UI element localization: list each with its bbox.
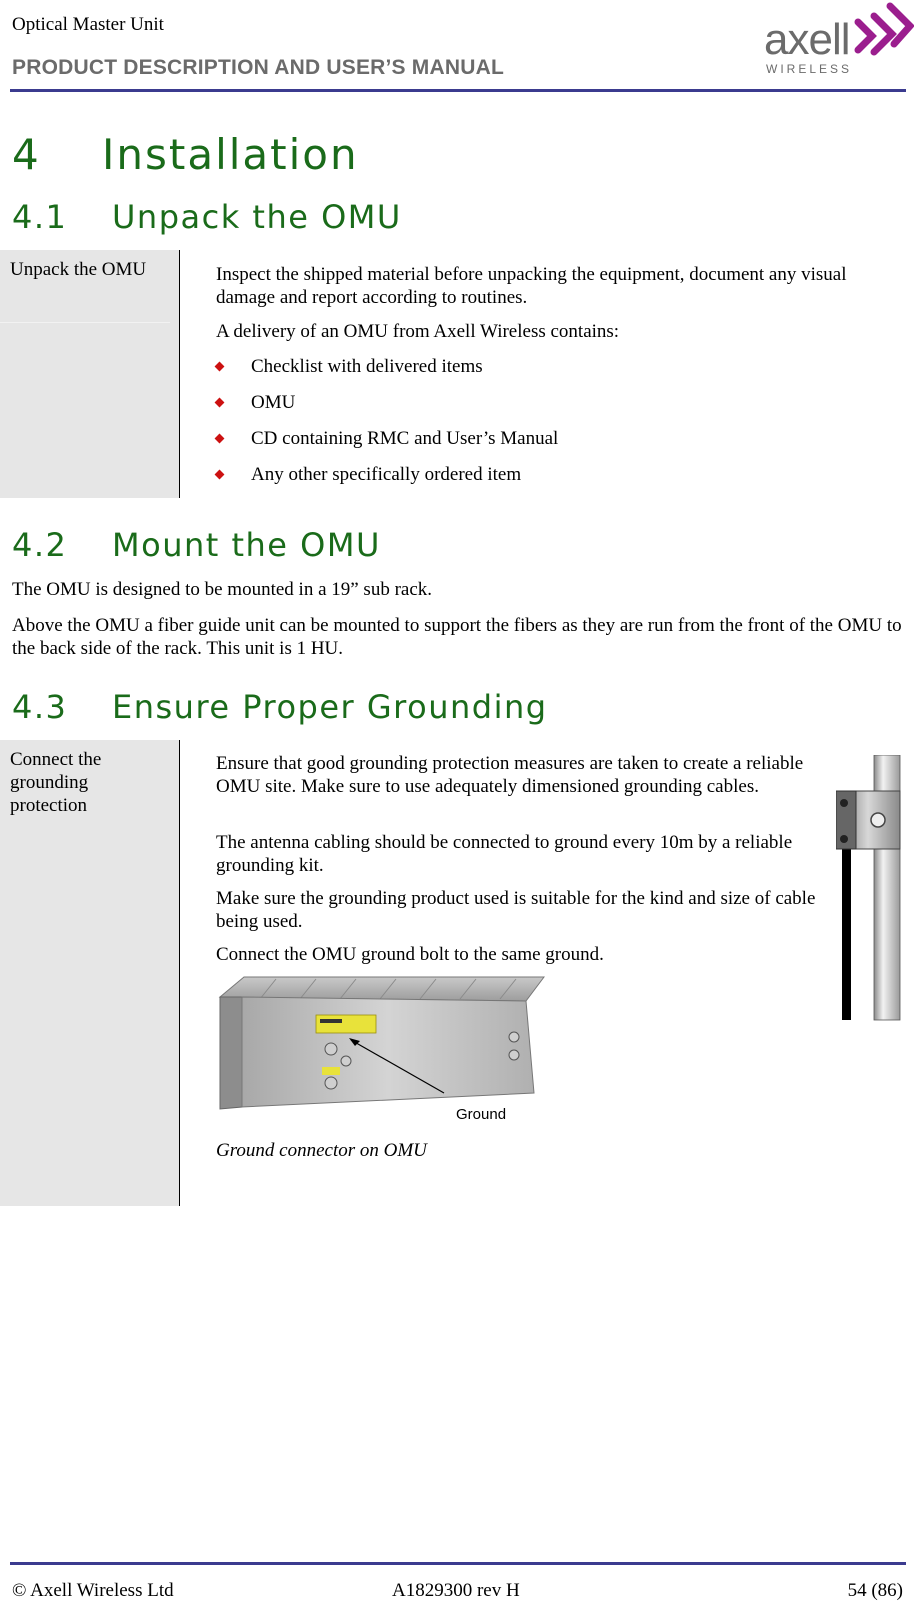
mount-paragraph-2: Above the OMU a fiber guide unit can be mounted to support the fibers as they are run from the front of the OMU to the back side of the rack. This unit is 1 HU. <box>12 615 902 659</box>
side-label-grounding <box>0 740 180 1206</box>
section-title: Ensure Proper Grounding <box>112 688 548 726</box>
side-label-text: Unpack the OMU <box>10 259 147 280</box>
section-heading-4-3 <box>12 688 548 726</box>
logo-text: axell <box>764 15 850 64</box>
section-title: Mount the OMU <box>112 526 381 564</box>
side-label-text: Connect the grounding protection <box>10 749 102 816</box>
grounding-clamp-image <box>836 755 906 1023</box>
document-title: Optical Master Unit <box>12 14 164 35</box>
footer-doc-id: A1829300 rev H <box>392 1580 520 1601</box>
footer-copyright: © Axell Wireless Ltd <box>12 1580 174 1601</box>
section-number: 4.2 <box>12 526 68 564</box>
bullet-diamond-icon <box>215 362 225 372</box>
mount-paragraph-1: The OMU is designed to be mounted in a 19” sub rack. <box>12 579 433 600</box>
logo-chevron-icon <box>854 0 914 60</box>
section-title: Unpack the OMU <box>112 198 402 236</box>
chapter-title: Installation <box>102 130 359 179</box>
grounding-paragraph-3: Make sure the grounding product used is suitable for the kind and size of cable being used. <box>216 888 816 932</box>
unpack-paragraph-1: Inspect the shipped material before unpacking the equipment, document any visual damage and report according to routines. <box>216 264 847 308</box>
side-label-unpack <box>0 250 180 498</box>
chapter-heading <box>12 130 359 179</box>
bullet-diamond-icon <box>215 398 225 408</box>
bullet-diamond-icon <box>215 470 225 480</box>
grounding-paragraph-4: Connect the OMU ground bolt to the same ground. <box>216 944 604 965</box>
chapter-number: 4 <box>12 130 41 179</box>
unpack-paragraph-2: A delivery of an OMU from Axell Wireless contains: <box>216 321 620 342</box>
axell-logo <box>762 0 912 80</box>
footer-rule <box>10 1562 906 1565</box>
grounding-paragraph-2: The antenna cabling should be connected to ground every 10m by a reliable grounding kit. <box>216 832 793 876</box>
header-rule <box>10 89 906 92</box>
image-caption: Ground connector on OMU <box>216 1140 427 1161</box>
footer-page-number: 54 (86) <box>847 1580 903 1601</box>
section-heading-4-2 <box>12 526 381 564</box>
omu-ground-image <box>216 975 546 1125</box>
ground-label: Ground <box>456 1106 507 1123</box>
section-heading-4-1 <box>12 198 402 236</box>
section-number: 4.3 <box>12 688 68 726</box>
document-subtitle: PRODUCT DESCRIPTION AND USER’S MANUAL <box>12 56 504 79</box>
grounding-paragraph-1: Ensure that good grounding protection measures are taken to create a reliable OMU site. Make sure to use adequately dimensioned grounding cables. <box>216 753 804 797</box>
logo-subtext: WIRELESS <box>766 62 853 76</box>
section-number: 4.1 <box>12 198 68 236</box>
bullet-diamond-icon <box>215 434 225 444</box>
